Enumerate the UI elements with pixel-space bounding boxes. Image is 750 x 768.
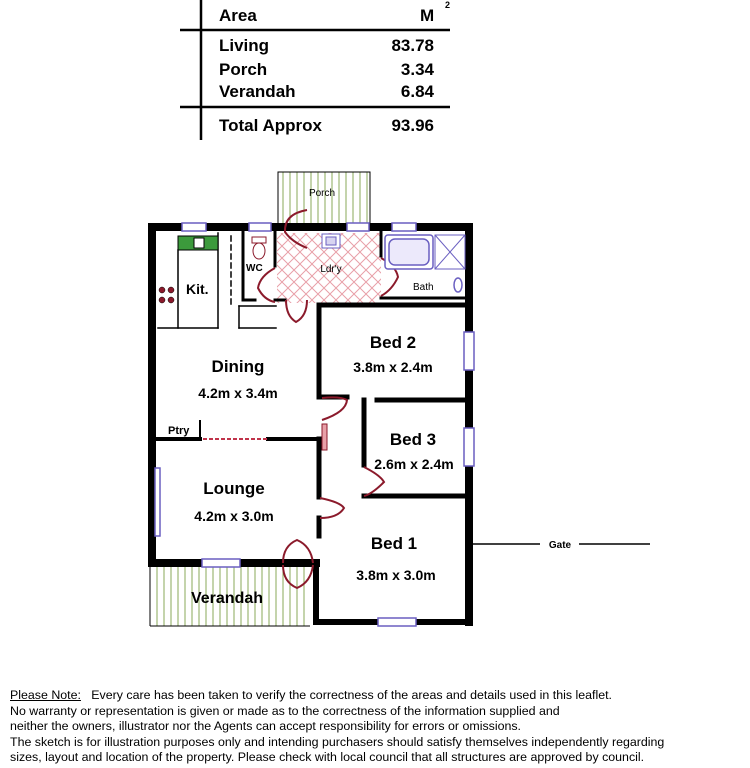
bed1-label: Bed 1 [370,534,418,553]
area-row-label: Living [219,36,270,55]
bed3-dims: 2.6m x 2.4m [374,456,454,472]
wc-label: WC [246,263,263,274]
laundry-tub-icon [322,234,340,248]
bathtub-icon [385,235,433,269]
note-line-4: The sketch is for illustration purposes only and intending purchasers should satisfy themselves independently regarding [10,734,665,749]
basin-icon [454,278,462,292]
bed2-dims: 3.8m x 2.4m [353,359,433,375]
area-total-value: 93.96 [391,116,434,135]
stove-icon [159,287,174,303]
bed1-dims: 3.8m x 3.0m [356,567,436,583]
note-line-3: neither the owners, illustrator nor the Agents can accept responsibility for errors or omissions. [10,719,522,734]
laundry-label: Ldr'y [320,264,342,275]
area-header-unit: M [420,6,435,25]
area-table [180,0,450,140]
area-row-value: 6.84 [400,82,434,101]
verandah-label: Verandah [190,590,264,607]
toilet-icon [252,237,266,259]
area-row-value: 83.78 [391,36,434,55]
bed2-label: Bed 2 [369,333,417,352]
disclaimer-note [10,688,745,766]
note-label: Please Note: [10,688,81,702]
gate-label: Gate [548,540,572,551]
kitchen-label: Kit. [186,281,209,297]
dining-label: Dining [211,357,265,376]
note-line-1: Every care has been taken to verify the correctness of the areas and details used in this leaflet. [91,688,612,702]
bath-label: Bath [413,282,434,293]
kitchen-sink-icon [178,236,218,250]
pantry-label: Ptry [168,425,190,437]
lounge-dims: 4.2m x 3.0m [194,508,274,524]
room-labels [168,263,454,583]
lounge-label: Lounge [203,479,265,498]
dining-dims: 4.2m x 3.4m [198,385,278,401]
area-header-label: Area [219,6,257,25]
area-row-value: 3.34 [400,60,434,79]
sliding-door [322,424,327,450]
disclaimer-line [10,688,745,704]
gate [473,540,650,551]
area-row-label: Verandah [219,82,296,101]
area-total-label: Total Approx [219,116,322,135]
note-line-5: sizes, layout and location of the property. Please check with local council that all structures are approved by council. [10,750,645,765]
area-unit-superscript: 2 [445,0,451,10]
verandah-area [150,566,310,626]
note-line-2: No warranty or representation is given or made as to the correctness of the information supplied and [10,703,560,718]
shower-icon [435,235,465,269]
bed3-label: Bed 3 [389,430,437,449]
porch-label: Porch [308,188,336,199]
area-row-label: Porch [219,60,268,79]
